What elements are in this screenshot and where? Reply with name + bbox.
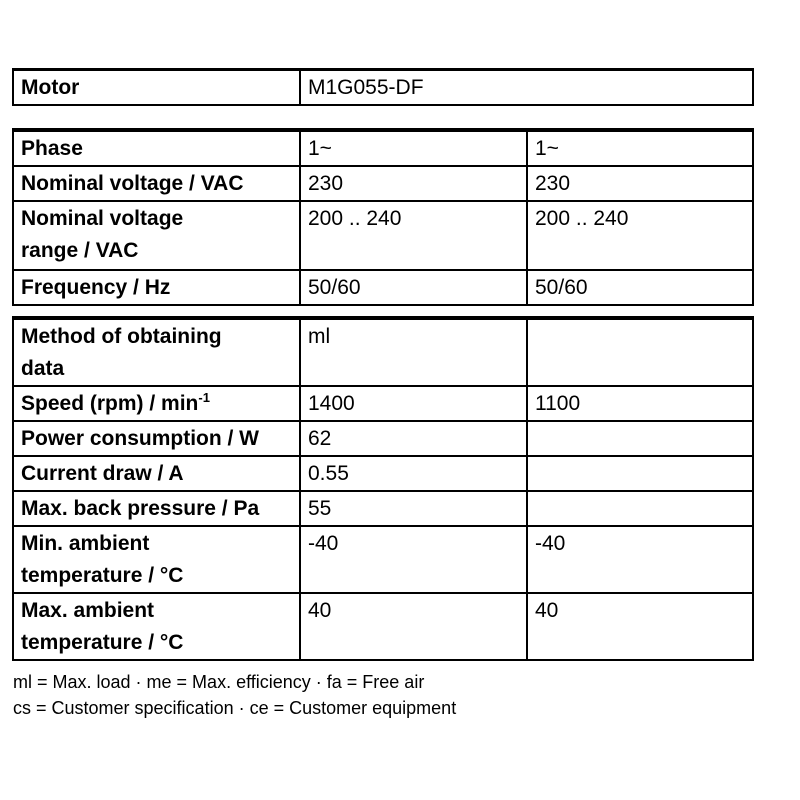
row-value: [527, 456, 753, 491]
row-value-text: 62: [308, 427, 332, 450]
table-row: [13, 318, 753, 386]
performance-table: [12, 316, 754, 661]
row-value: [527, 270, 753, 305]
row-value: [300, 70, 753, 106]
table-row: [13, 130, 753, 166]
row-label-text: Max. back pressure / Pa: [21, 497, 260, 520]
row-value: [300, 270, 527, 305]
row-label-text: Method of obtaining: [21, 325, 222, 348]
row-label-text: data: [21, 357, 65, 380]
table-row: [13, 526, 753, 593]
row-label-text: temperature / °C: [21, 564, 184, 587]
row-value-text: 230: [535, 172, 571, 195]
row-label: [13, 201, 300, 270]
row-value: [300, 456, 527, 491]
row-value-text: 1~: [308, 137, 332, 160]
row-label-text: Current draw / A: [21, 462, 184, 485]
row-label: [13, 270, 300, 305]
table-row: [13, 70, 753, 106]
footnote-line: cs = Customer specification · ce = Customer equipment: [13, 698, 457, 718]
table-row: [13, 201, 753, 270]
table-row: [13, 270, 753, 305]
row-label: [13, 593, 300, 660]
table-row: [13, 456, 753, 491]
row-label-main: Speed (rpm) / min: [21, 392, 199, 415]
row-label-text: range / VAC: [21, 239, 139, 262]
row-value-text: 200 .. 240: [535, 207, 629, 230]
row-value: [527, 526, 753, 593]
row-value-text: 50/60: [308, 276, 361, 299]
row-value: [527, 166, 753, 201]
row-value-text: -40: [535, 532, 566, 555]
row-label: [13, 130, 300, 166]
row-value-text: 40: [535, 599, 559, 622]
row-value-text: M1G055-DF: [308, 76, 424, 99]
table-row: [13, 421, 753, 456]
row-value-text: 50/60: [535, 276, 588, 299]
row-value-text: 55: [308, 497, 332, 520]
row-label: [13, 70, 300, 106]
row-label-text: Max. ambient: [21, 599, 155, 622]
footnote-line: ml = Max. load · me = Max. efficiency · fa = Free air: [13, 672, 425, 692]
row-label-text: Frequency / Hz: [21, 276, 171, 299]
row-label: [13, 456, 300, 491]
table-row: [13, 386, 753, 421]
row-label: [13, 526, 300, 593]
row-label-text: temperature / °C: [21, 631, 184, 654]
row-value: [527, 421, 753, 456]
row-value: [527, 386, 753, 421]
row-label: [13, 421, 300, 456]
row-value-text: 0.55: [308, 462, 349, 485]
row-label: [13, 491, 300, 526]
row-value: [527, 491, 753, 526]
row-label-text: Power consumption / W: [21, 427, 260, 450]
row-value: [300, 166, 527, 201]
table-row: [13, 491, 753, 526]
row-value: [300, 593, 527, 660]
table-row: [13, 166, 753, 201]
row-value: [300, 318, 527, 386]
row-label-text: [21, 388, 299, 420]
row-value-text: ml: [308, 325, 331, 348]
row-value: [300, 421, 527, 456]
table-row: [13, 593, 753, 660]
row-label-text: Phase: [21, 137, 83, 160]
row-value: [527, 130, 753, 166]
row-value: [300, 201, 527, 270]
row-label-text: Nominal voltage / VAC: [21, 172, 244, 195]
row-label-text: Nominal voltage: [21, 207, 184, 230]
row-value: [527, 593, 753, 660]
row-value: [527, 318, 753, 386]
row-value-text: 1100: [535, 392, 581, 415]
row-label-text: Motor: [21, 76, 80, 99]
row-label-text: Min. ambient: [21, 532, 150, 555]
footnote-legend: [13, 669, 456, 721]
row-value-text: 230: [308, 172, 344, 195]
row-value-text: 40: [308, 599, 332, 622]
superscript: -1: [198, 390, 210, 405]
electrical-table: [12, 128, 754, 306]
row-value: [300, 526, 527, 593]
row-label: [13, 318, 300, 386]
row-value: [527, 201, 753, 270]
row-value-text: 200 .. 240: [308, 207, 402, 230]
row-value-text: 1400: [308, 392, 355, 415]
row-value-text: 1~: [535, 137, 559, 160]
motor-table: [12, 68, 754, 106]
row-value: [300, 491, 527, 526]
row-value: [300, 130, 527, 166]
row-value: [300, 386, 527, 421]
row-label: [13, 386, 300, 421]
row-label: [13, 166, 300, 201]
row-value-text: -40: [308, 532, 339, 555]
